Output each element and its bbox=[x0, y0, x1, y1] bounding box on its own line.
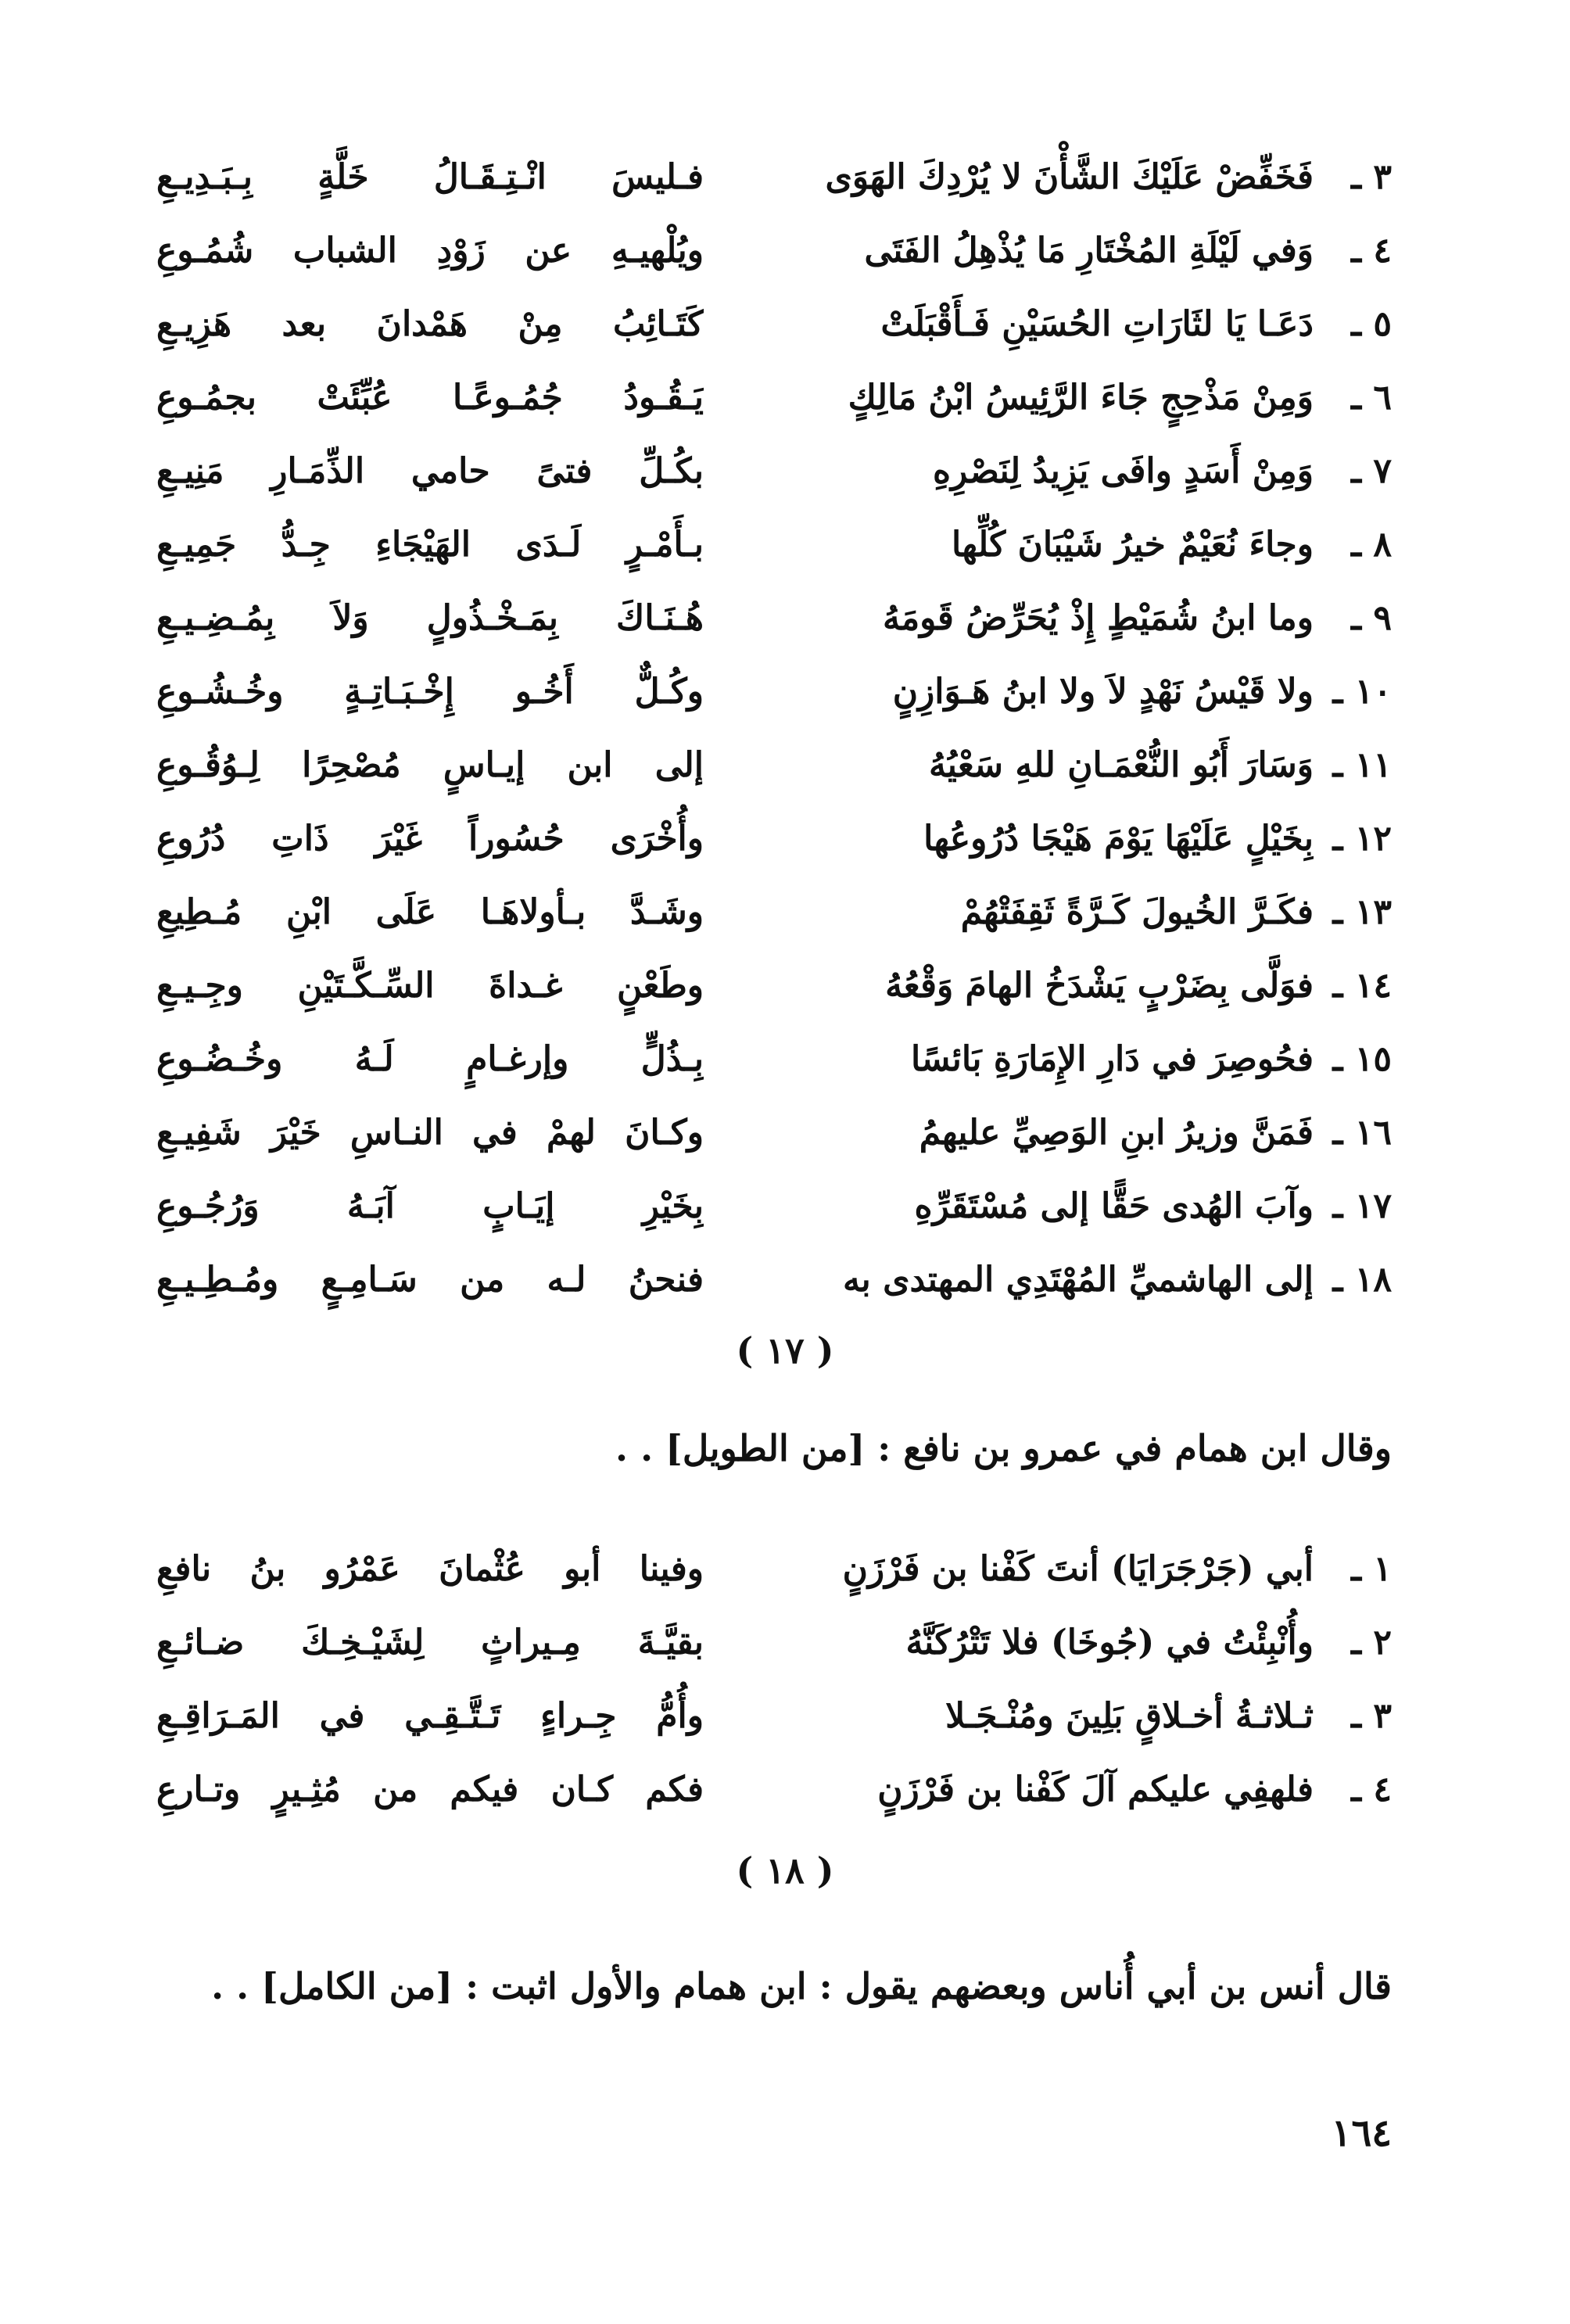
verse-line bbox=[156, 1533, 1392, 1606]
verse-line bbox=[156, 1096, 1392, 1170]
verse-first-hemistich: وأُنْبِئْتُ في (جُوخَا) فلا تَتْرُكَنَّهُ bbox=[905, 1623, 1314, 1662]
verse-number: ١٤ ـ bbox=[1332, 966, 1392, 1006]
verse-number: ١١ ـ bbox=[1332, 745, 1392, 785]
verse-line bbox=[156, 1243, 1392, 1317]
verse-line bbox=[156, 802, 1392, 876]
verse-line bbox=[156, 729, 1392, 802]
verse-second-hemistich: بـأَمْـرٍ لَـدَى الهَيْجَاءِ جِـدُّ جَمِيـعِ bbox=[156, 525, 704, 565]
verse-number: ١٣ ـ bbox=[1332, 892, 1392, 932]
verse-first-hemistich: وَسَارَ أَبُو النُّعْمَـانِ للهِ سَعْيُهُ bbox=[929, 745, 1314, 785]
section-17-intro: وقال ابن همام في عمرو بن نافع : [من الطويل] . . bbox=[615, 1427, 1392, 1469]
section-number-17: ( ١٧ ) bbox=[736, 1329, 834, 1372]
verse-line bbox=[156, 361, 1392, 435]
verse-first-hemistich: وآبَ الهُدى حَقًّا إلى مُسْتَقَرِّهِ bbox=[914, 1186, 1314, 1226]
verse-line bbox=[156, 876, 1392, 949]
verse-number: ٤ ـ bbox=[1351, 231, 1392, 271]
verse-first-hemistich: ثـلاثـةُ أخـلاقٍ بَلِينَ ومُنْـجَـلا bbox=[945, 1696, 1314, 1736]
verse-line bbox=[156, 582, 1392, 655]
verse-first-hemistich: فحُوصِرَ في دَارِ الإِمَارَةِ بَائسًا bbox=[910, 1039, 1314, 1079]
verse-second-hemistich: وكـانَ لهمْ في النـاسِ خَيْرَ شَفِيـعِ bbox=[156, 1113, 704, 1153]
verse-first-hemistich: إلى الهاشميِّ المُهْتَدِي المهتدى به bbox=[842, 1260, 1314, 1300]
verse-line bbox=[156, 1606, 1392, 1680]
verse-line bbox=[156, 1023, 1392, 1096]
verse-number: ٨ ـ bbox=[1351, 525, 1392, 565]
verse-second-hemistich: فنحنُ لـه من سَـامِـعٍ ومُـطِـيـعِ bbox=[156, 1260, 704, 1300]
verse-second-hemistich: بكُـلِّ فتىً حامي الذِّمَـارِ مَنِيـعِ bbox=[156, 451, 704, 491]
verse-line bbox=[156, 1170, 1392, 1243]
verse-number: ٣ ـ bbox=[1351, 157, 1392, 197]
verse-number: ٥ ـ bbox=[1351, 304, 1392, 344]
verse-line bbox=[156, 1753, 1392, 1827]
page-number: ١٦٤ bbox=[1331, 2111, 1392, 2155]
verse-second-hemistich: بقيَّـةَ مِـيراثٍ لِشَيْـخِـكَ ضـائـعِ bbox=[156, 1623, 704, 1662]
verse-second-hemistich: وطَعْنٍ غـداةَ السِّـكَّـتَيْنِ وجِـيـعِ bbox=[156, 966, 704, 1006]
verse-line bbox=[156, 141, 1392, 214]
verse-second-hemistich: كَتَـائِبُ مِنْ هَمْدانَ بعد هَزِيـعِ bbox=[156, 304, 704, 344]
verse-first-hemistich: فَمَنَّ وزيرُ ابنِ الوَصِيِّ عليهمُ bbox=[919, 1113, 1314, 1153]
verse-first-hemistich: وجاءَ نُعَيْمٌ خيرُ شَيْبَانَ كُلِّها bbox=[952, 525, 1314, 565]
verse-second-hemistich: إلى ابن إيـاسٍ مُصْحِرًا لِـوُقُـوعِ bbox=[156, 745, 704, 785]
verse-number: ١٦ ـ bbox=[1332, 1113, 1392, 1153]
verse-first-hemistich: وَفي لَيْلَةِ المُخْتَارِ مَا يُذْهِلُ الفَتَى bbox=[864, 231, 1314, 271]
verse-second-hemistich: وفينا أبو عُثْمانَ عَمْرُو بنُ نافعِ bbox=[156, 1549, 704, 1589]
verse-number: ٦ ـ bbox=[1351, 378, 1392, 418]
verse-first-hemistich: وما ابنُ شُمَيْطٍ إِذْ يُحَرِّضُ قَومَهُ bbox=[883, 598, 1314, 638]
verse-second-hemistich: وأُمُّ جِـراءٍ تَـتَّـقِـي في المَـرَاقِـعِ bbox=[156, 1696, 704, 1736]
verse-line bbox=[156, 949, 1392, 1023]
verse-second-hemistich: وكُـلٌّ أَخُـو إِخْـبَـاتِـةٍ وخُـشُـوعِ bbox=[156, 672, 704, 712]
verse-second-hemistich: بِخَيْرِ إيَـابٍ آبَـهُ وَرُجُـوعِ bbox=[156, 1186, 704, 1226]
verse-first-hemistich: أبي (جَرْجَرَايَا) أنتَ كَفْنا بن فَرْزَنٍ bbox=[842, 1549, 1314, 1589]
verse-number: ١ ـ bbox=[1351, 1549, 1392, 1589]
verse-line bbox=[156, 288, 1392, 361]
verse-first-hemistich: ولا قَيْسُ نَهْدٍ لاَ ولا ابنُ هَـوَازِنٍ bbox=[892, 672, 1314, 712]
section-number-18: ( ١٨ ) bbox=[736, 1849, 834, 1892]
verse-number: ١٠ ـ bbox=[1332, 672, 1392, 712]
verse-number: ١٨ ـ bbox=[1332, 1260, 1392, 1300]
verse-first-hemistich: فَخَفِّضْ عَلَيْكَ الشَّأْنَ لا يُرْدِكَ الهَوَى bbox=[825, 157, 1314, 197]
verse-second-hemistich: يَـقُـودُ جُمُـوعًـا عُبِّئَتْ بجمُـوعِ bbox=[156, 378, 704, 418]
verse-first-hemistich: وَمِنْ أَسَدٍ وافَى يَزِيدُ لِنَصْرِهِ bbox=[933, 451, 1314, 491]
poem-16-verses bbox=[156, 141, 1392, 1317]
verse-line bbox=[156, 1680, 1392, 1753]
verse-number: ٩ ـ bbox=[1351, 598, 1392, 638]
verse-number: ٧ ـ bbox=[1351, 451, 1392, 491]
verse-number: ٢ ـ bbox=[1351, 1623, 1392, 1662]
verse-number: ١٥ ـ bbox=[1332, 1039, 1392, 1079]
section-18-intro: قال أنس بن أبي أُناس وبعضهم يقول : ابن همام والأول اثبت : [من الكامل] . . bbox=[211, 1965, 1392, 2007]
verse-first-hemistich: فلهفِي عليكم آلَ كَفْنا بن فَرْزَنٍ bbox=[877, 1770, 1314, 1809]
verse-second-hemistich: فـليسَ انْـتِـقَـالُ خَلَّةٍ بِـبَـدِيـعِ bbox=[156, 157, 704, 197]
verse-number: ١٧ ـ bbox=[1332, 1186, 1392, 1226]
verse-number: ٤ ـ bbox=[1351, 1770, 1392, 1809]
verse-line bbox=[156, 655, 1392, 729]
verse-number: ١٢ ـ bbox=[1332, 819, 1392, 859]
verse-second-hemistich: ويُلْهيـهِ عن زَوْدِ الشباب شُمُـوعِ bbox=[156, 231, 704, 271]
verse-second-hemistich: بِـذُلٍّ وإرغـامٍ لَـهُ وخُـضُـوعِ bbox=[156, 1039, 704, 1079]
verse-number: ٣ ـ bbox=[1351, 1696, 1392, 1736]
verse-line bbox=[156, 508, 1392, 582]
verse-first-hemistich: وَمِنْ مَذْحِجٍ جَاءَ الرَّئِيسُ ابْنُ مَالِكٍ bbox=[848, 378, 1314, 418]
verse-second-hemistich: وشَـدَّ بـأولاهَـا عَلَى ابْنِ مُـطِيعِ bbox=[156, 892, 704, 932]
verse-second-hemistich: فكم كـان فيكم من مُثِـيرٍ وتـارعِ bbox=[156, 1770, 704, 1809]
verse-line bbox=[156, 214, 1392, 288]
verse-first-hemistich: فوَلَّى بِضَرْبٍ يَشْدَخُ الهامَ وَقْعُهُ bbox=[885, 966, 1314, 1006]
verse-first-hemistich: بِخَيْلٍ عَلَيْهَا يَوْمَ هَيْجَا دُرُوعُها bbox=[923, 819, 1314, 859]
verse-first-hemistich: دَعَـا يَا لثَارَاتِ الحُسَيْنِ فَـأَقْبَلَتْ bbox=[880, 304, 1314, 344]
verse-second-hemistich: هُـنَـاكَ بِمَـخْـذُولٍ وَلاَ بِمُـضِـيـعِ bbox=[156, 598, 704, 638]
verse-second-hemistich: وأُخْرَى حُسُوراً غَيْرَ ذَاتِ دُرُوعِ bbox=[156, 819, 704, 859]
poem-17-verses bbox=[156, 1533, 1392, 1827]
verse-line bbox=[156, 435, 1392, 508]
verse-first-hemistich: فكَـرَّ الخُيولَ كَـرَّةً ثَقِفَتْهُمْ bbox=[960, 892, 1314, 932]
